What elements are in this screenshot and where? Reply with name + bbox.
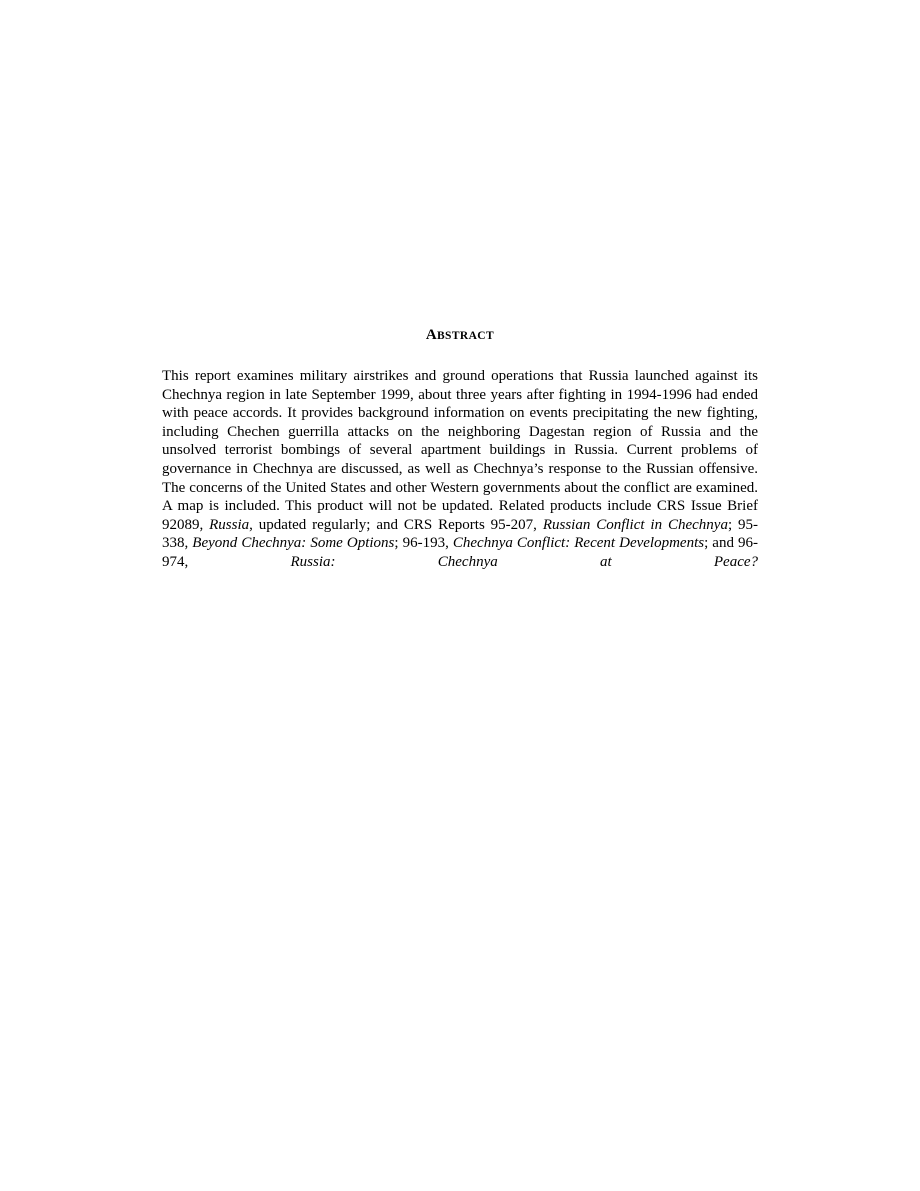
abstract-text: ; and 96-974, bbox=[162, 535, 758, 570]
heading-rest: BSTRACT bbox=[436, 330, 495, 342]
abstract-text: This report examines military airstrikes and ground operations that Russia launched against its Chechnya region in late September 1999, about three years after fighting in 1994-1996 had ended with peace accords. It provides background information on events precipitating the new fighting, including Chechen guerrilla attacks on the neighboring Dagestan region of Russia and the unsolved terrorist bombings of several apartment buildings in Russia. Current problems of governance in Chechnya are discussed, as well as Chechnya’s response to the Russian offensive. The concerns of the United States and other Western governments about the conflict are examined. A map is included. This product will not be updated. Related products include CRS Issue Brief 92089, bbox=[162, 368, 758, 533]
report-title: Beyond Chechnya: Some Options bbox=[192, 535, 395, 552]
abstract-heading bbox=[0, 327, 920, 344]
heading-first-letter: A bbox=[425, 327, 437, 343]
abstract-paragraph bbox=[162, 367, 758, 572]
report-title: Russia: Chechnya at Peace? bbox=[290, 553, 759, 570]
report-title: Russia bbox=[209, 516, 250, 533]
report-title: Chechnya Conflict: Recent Developments bbox=[452, 535, 705, 552]
abstract-text: ; 96-193, bbox=[394, 535, 453, 552]
abstract-text: ; 95-338, bbox=[162, 516, 758, 552]
report-title: Russian Conflict in Chechnya bbox=[542, 516, 728, 533]
abstract-text: , updated regularly; and CRS Reports 95-207, bbox=[249, 516, 543, 533]
